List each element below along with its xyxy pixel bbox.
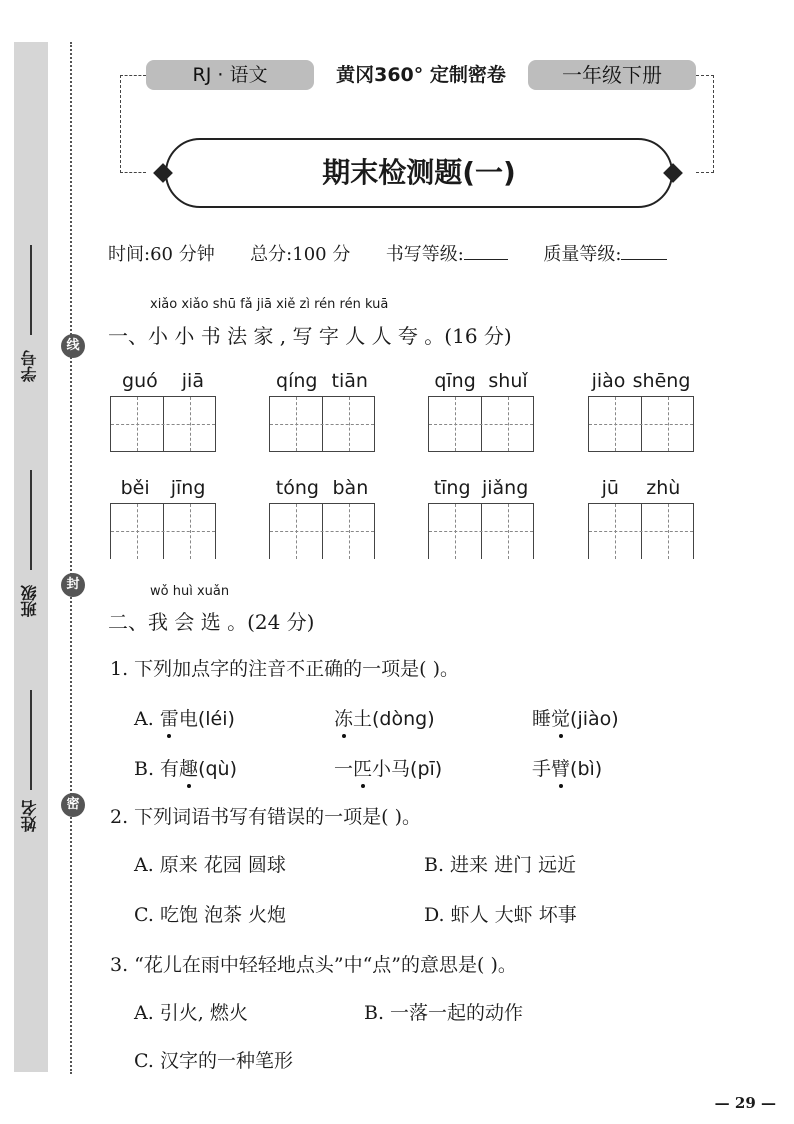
quality-grade-blank[interactable]: [621, 242, 667, 260]
q3-option-b[interactable]: B. 一落一起的动作: [364, 1002, 524, 1024]
section2-title: 二、我 会 选 。(24 分): [108, 610, 315, 634]
word-pinyin: jū: [601, 477, 619, 499]
exam-total: 总分:100 分: [250, 244, 351, 265]
word-pinyin: guó: [122, 370, 158, 392]
cut-line: [70, 42, 72, 1074]
question-1: 1. 下列加点字的注音不正确的一项是( )。: [110, 658, 460, 680]
seal-seal: 封: [61, 573, 85, 597]
writing-box[interactable]: [110, 503, 216, 559]
word-pinyin: shēng: [632, 370, 691, 392]
q2-option-c[interactable]: C. 吃饱 泡茶 火炮: [134, 904, 287, 926]
name-label: 姓名: [20, 800, 39, 832]
seal-line: 线: [61, 334, 85, 358]
q1-option-a1[interactable]: A. 雷电(léi): [134, 704, 235, 731]
grade-badge: 一年级下册: [528, 60, 696, 90]
writing-box[interactable]: [428, 503, 534, 559]
word-pinyin: jiā: [181, 370, 204, 392]
writing-grade-label: 书写等级:: [385, 244, 464, 265]
q3-option-a[interactable]: A. 引火, 燃火: [134, 1002, 248, 1024]
word-pinyin: tiān: [331, 370, 368, 392]
word-pinyin: jīng: [170, 477, 206, 499]
header-bracket-right: [696, 75, 714, 173]
word-pinyin: tóng: [275, 477, 319, 499]
word-pinyin: jiào: [591, 370, 626, 392]
word-pinyin: shuǐ: [488, 370, 528, 392]
header-bracket-left: [120, 75, 146, 173]
writing-box[interactable]: [428, 396, 534, 452]
writing-box[interactable]: [269, 396, 375, 452]
writing-box[interactable]: [269, 503, 375, 559]
q1-option-b2[interactable]: 一匹小马(pī): [334, 754, 442, 781]
writing-box[interactable]: [110, 396, 216, 452]
section2-pinyin: wǒ huì xuǎn: [150, 584, 230, 599]
student-id-blank[interactable]: [30, 245, 32, 335]
question-3: 3. “花儿在雨中轻轻地点头”中“点”的意思是( )。: [110, 954, 517, 976]
q1-option-a3[interactable]: 睡觉(jiào): [532, 704, 619, 731]
subject-badge: RJ · 语文: [146, 60, 314, 90]
class-label: 班级: [20, 585, 39, 617]
q1-option-b3[interactable]: 手臂(bì): [532, 754, 602, 781]
series-name: 黄冈360° 定制密卷: [336, 64, 506, 86]
page-title: 期末检测题(一): [322, 156, 516, 189]
quality-grade-label: 质量等级:: [543, 244, 622, 265]
writing-box[interactable]: [588, 396, 694, 452]
word-pinyin: qíng: [276, 370, 318, 392]
q3-option-c[interactable]: C. 汉字的一种笔形: [134, 1050, 293, 1072]
word-pinyin: jiǎng: [481, 477, 529, 499]
page-number: — 29 —: [714, 1094, 776, 1112]
q1-option-b1[interactable]: B. 有趣(qù): [134, 754, 237, 781]
section1-title: 一、小 小 书 法 家 , 写 字 人 人 夸 。(16 分): [108, 324, 512, 348]
exam-meta: [108, 240, 667, 266]
section1-pinyin: xiǎo xiǎo shū fǎ jiā xiě zì rén rén kuā: [150, 297, 389, 312]
writing-grade-blank[interactable]: [464, 242, 508, 260]
seal-secret: 密: [61, 793, 85, 817]
name-blank[interactable]: [30, 690, 32, 790]
class-blank[interactable]: [30, 470, 32, 570]
word-pinyin: zhù: [646, 477, 681, 499]
word-pinyin: bàn: [332, 477, 369, 499]
word-pinyin: tīng: [433, 477, 471, 499]
word-pinyin: qīng: [434, 370, 476, 392]
q1-option-a2[interactable]: 冻土(dòng): [334, 704, 435, 731]
student-id-label: 学号: [20, 350, 39, 382]
exam-time: 时间:60 分钟: [108, 244, 215, 265]
question-2: 2. 下列词语书写有错误的一项是( )。: [110, 806, 422, 828]
word-pinyin: běi: [120, 477, 150, 499]
q2-option-b[interactable]: B. 进来 进门 远近: [424, 854, 577, 876]
q2-option-d[interactable]: D. 虾人 大虾 坏事: [424, 904, 577, 926]
q2-option-a[interactable]: A. 原来 花园 圆球: [134, 854, 286, 876]
writing-box[interactable]: [588, 503, 694, 559]
